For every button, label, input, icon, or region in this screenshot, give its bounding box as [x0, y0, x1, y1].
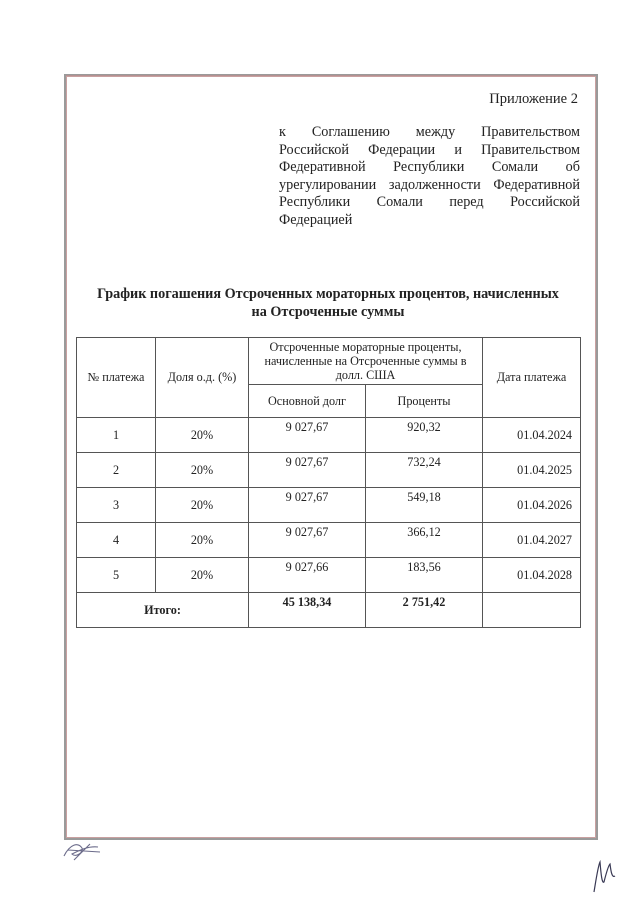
total-row [77, 593, 581, 628]
document-title [78, 285, 578, 321]
table-row [77, 418, 581, 453]
header-principal: Основной долг [249, 385, 366, 418]
cell-share: 20% [156, 488, 249, 523]
agreement-line: Российской Федерации и Правительством [279, 141, 580, 158]
cell-principal: 9 027,67 [249, 453, 366, 488]
cell-principal: 9 027,67 [249, 488, 366, 523]
cell-share: 20% [156, 558, 249, 593]
cell-principal: 9 027,66 [249, 558, 366, 593]
cell-principal: 9 027,67 [249, 418, 366, 453]
cell-date: 01.04.2026 [483, 488, 581, 523]
agreement-line: Федерацией [279, 211, 353, 228]
agreement-line: Республики Сомали перед Российской [279, 194, 580, 211]
cell-interest: 549,18 [366, 488, 483, 523]
header-share: Доля о.д. (%) [156, 338, 249, 418]
total-label: Итого: [77, 593, 249, 628]
cell-principal: 9 027,67 [249, 523, 366, 558]
header-payment-date: Дата платежа [483, 338, 581, 418]
table-row [77, 453, 581, 488]
total-interest: 2 751,42 [366, 593, 483, 628]
cell-interest: 366,12 [366, 523, 483, 558]
title-line: на Отсроченные суммы [251, 304, 405, 320]
title-line: График погашения Отсроченных мораторных процентов, начисленных [97, 286, 559, 302]
cell-number: 4 [77, 523, 156, 558]
header-deferred-interest: Отсроченные мораторные проценты, начисленные на Отсроченные суммы в долл. США [249, 338, 483, 385]
cell-date: 01.04.2028 [483, 558, 581, 593]
table-row [77, 558, 581, 593]
agreement-reference [279, 124, 580, 230]
cell-interest: 920,32 [366, 418, 483, 453]
cell-interest: 183,56 [366, 558, 483, 593]
cell-date: 01.04.2027 [483, 523, 581, 558]
agreement-line: урегулировании задолженности Федеративной [279, 176, 580, 193]
table-row [77, 488, 581, 523]
cell-interest: 732,24 [366, 453, 483, 488]
initials-signature-right [588, 852, 622, 896]
cell-date: 01.04.2024 [483, 418, 581, 453]
header-interest: Проценты [366, 385, 483, 418]
cell-share: 20% [156, 453, 249, 488]
cell-number: 5 [77, 558, 156, 593]
cell-number: 1 [77, 418, 156, 453]
frame-edge [66, 75, 594, 76]
total-empty-cell [483, 593, 581, 628]
cell-number: 2 [77, 453, 156, 488]
cell-date: 01.04.2025 [483, 453, 581, 488]
agreement-line: к Соглашению между Правительством [279, 124, 580, 140]
header-payment-number: № платежа [77, 338, 156, 418]
payment-schedule-table [76, 337, 581, 628]
initials-signature-left [60, 838, 108, 864]
table-row [77, 523, 581, 558]
cell-number: 3 [77, 488, 156, 523]
cell-share: 20% [156, 418, 249, 453]
appendix-label: Приложение 2 [489, 91, 578, 107]
total-principal: 45 138,34 [249, 593, 366, 628]
cell-share: 20% [156, 523, 249, 558]
agreement-line: Федеративной Республики Сомали об [279, 159, 580, 176]
